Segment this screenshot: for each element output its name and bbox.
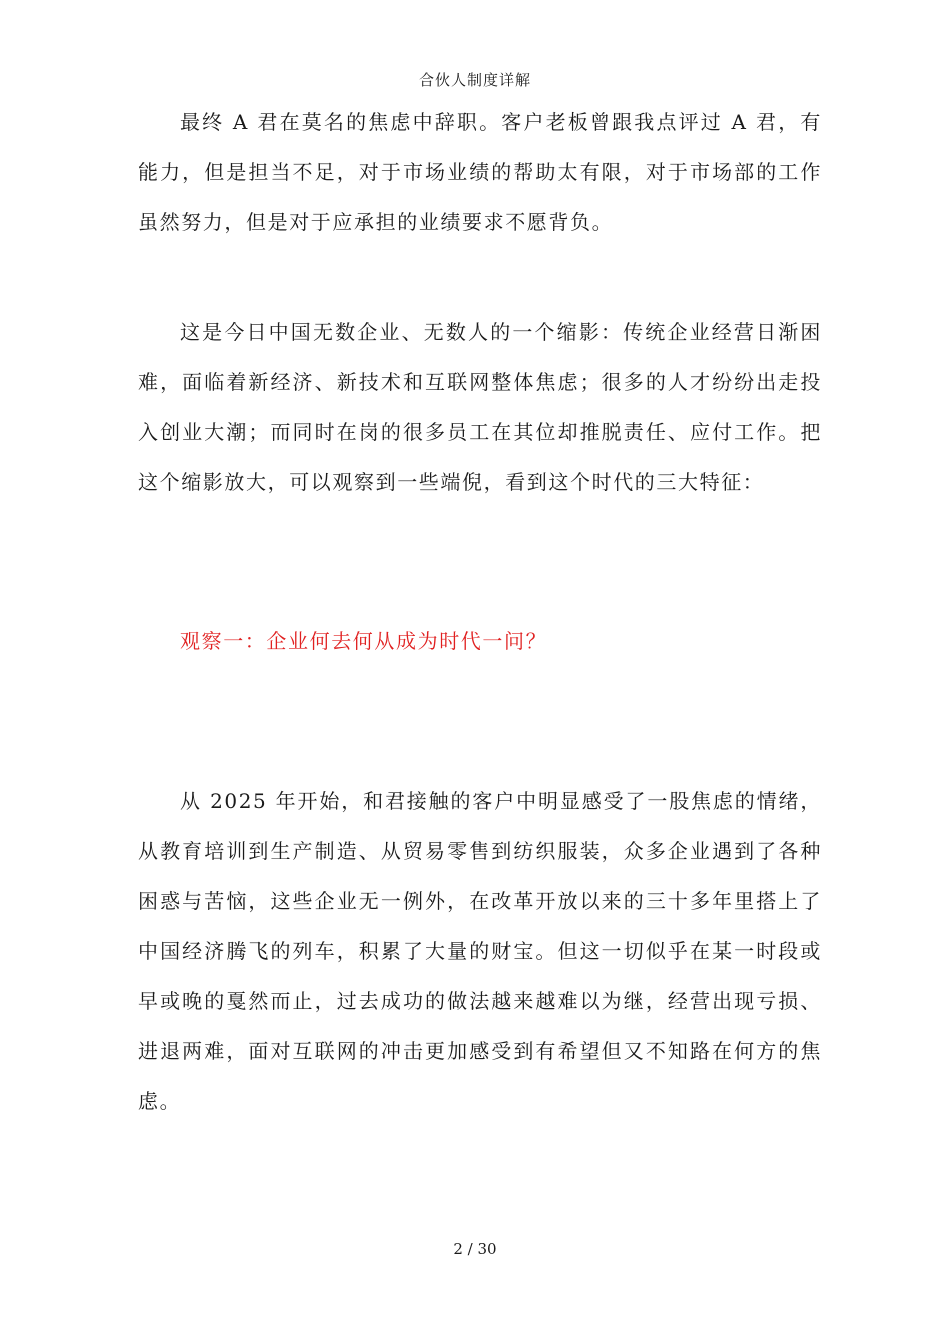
- paragraph-client-anxiety: 从 2025 年开始，和君接触的客户中明显感受了一股焦虑的情绪，从教育培训到生产制造、从贸易零售到纺织服装，众多企业遇到了各种困惑与苦恼，这些企业无一例外，在改革开放以来的三十多年里搭上了中国经济腾飞的列车，积累了大量的财宝。但这一切似乎在某一时段或早或晚的戛然而止，过去成功的做法越来越难以为继，经营出现亏损、进退两难，面对互联网的冲击更加感受到有希望但又不知路在何方的焦虑。: [138, 789, 822, 1113]
- paragraph-resignation: 最终 A 君在莫名的焦虑中辞职。客户老板曾跟我点评过 A 君，有能力，但是担当不足，对于市场业绩的帮助太有限，对于市场部的工作虽然努力，但是对于应承担的业绩要求不愿背负。: [138, 110, 822, 234]
- paragraph-era-snapshot: 这是今日中国无数企业、无数人的一个缩影：传统企业经营日渐困难，面临着新经济、新技术和互联网整体焦虑；很多的人才纷纷出走投入创业大潮；而同时在岗的很多员工在其位却推脱责任、应付工作。把这个缩影放大，可以观察到一些端倪，看到这个时代的三大特征：: [138, 320, 822, 494]
- page-number: 2 / 30: [453, 1240, 497, 1258]
- running-header: 合伙人制度详解: [418, 71, 531, 89]
- section-heading-observation-one: 观察一：企业何去何从成为时代一问？: [180, 629, 548, 653]
